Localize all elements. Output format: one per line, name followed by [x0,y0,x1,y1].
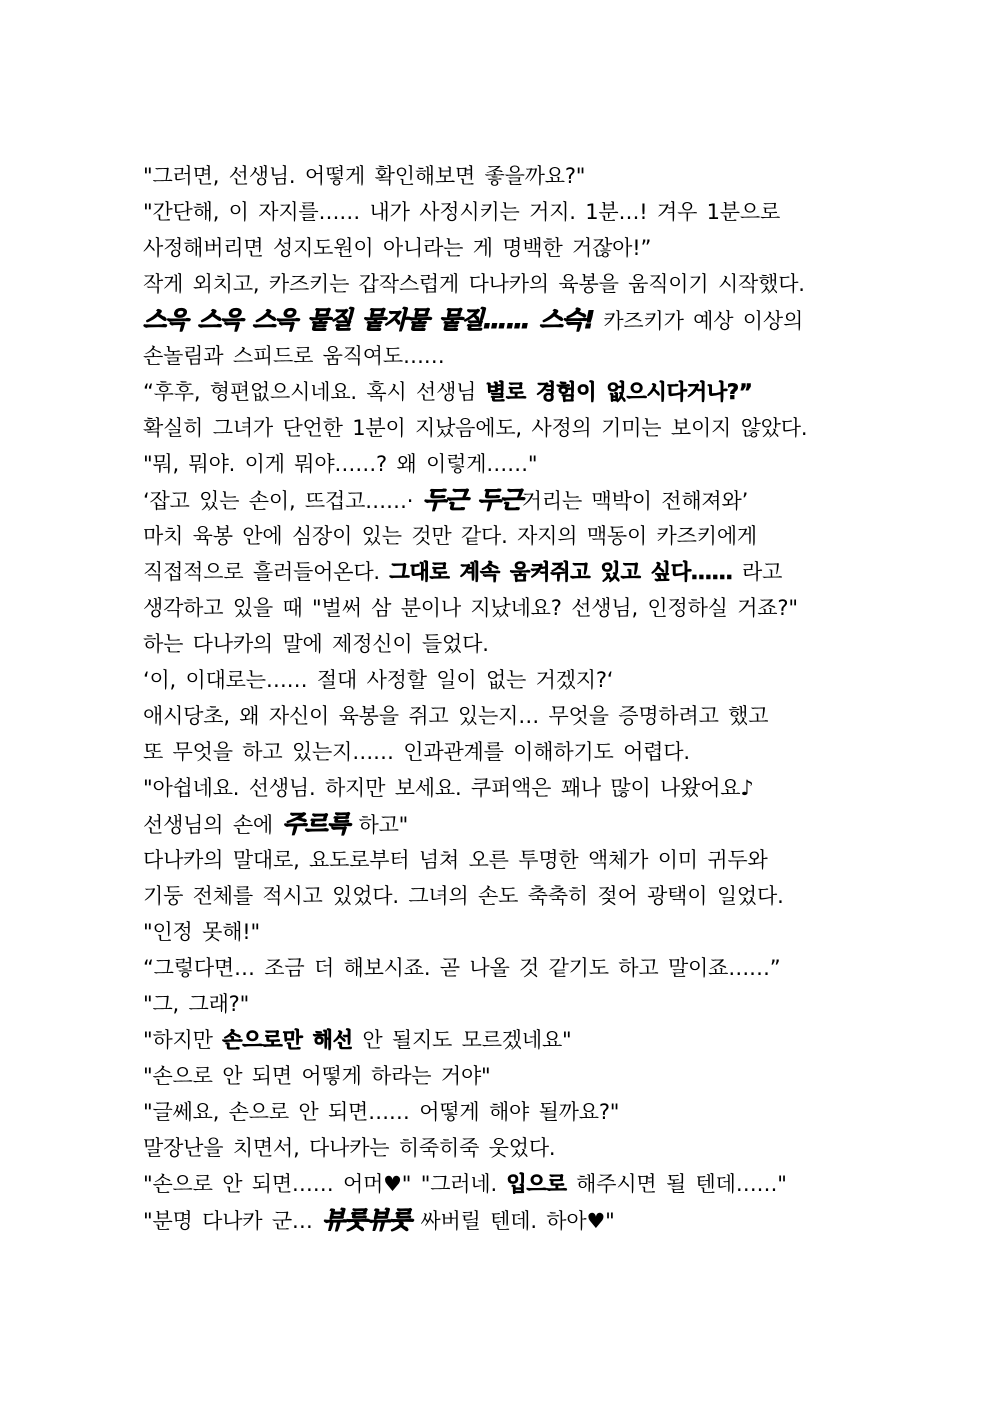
text-line [143,1022,863,1058]
text-segment: 하고" [349,813,409,837]
text-segment: "간단해, 이 자지를…… 내가 사정시키는 거지. 1분…! 겨우 1분으로 [143,200,781,224]
text-segment: ‘이, 이대로는…… 절대 사정할 일이 없는 거겠지?‘ [143,668,614,692]
text-line [143,158,863,194]
text-line [143,482,863,518]
text-segment: 생각하고 있을 때 "벌써 삼 분이나 지났네요? 선생님, 인정하실 거죠?" [143,596,798,620]
text-line [143,878,863,914]
text-line [143,950,863,986]
bold-text-segment: 별로 경험이 없으시다거나?” [485,380,753,404]
text-line [143,842,863,878]
text-line [143,698,863,734]
text-line [143,770,863,806]
text-segment: 하는 다나카의 말에 제정신이 들었다. [143,632,489,656]
text-segment: 사정해버리면 성지도원이 아니라는 게 명백한 거잖아!” [143,236,652,260]
text-line [143,1202,863,1238]
text-line [143,1094,863,1130]
text-line [143,806,863,842]
text-segment: 손놀림과 스피드로 움직여도…… [143,344,445,368]
text-line [143,590,863,626]
text-segment: "글쎄요, 손으로 안 되면…… 어떻게 해야 될까요?" [143,1100,620,1124]
text-line [143,230,863,266]
brush-sound-effect: 뷰릇뷰릇 [322,1206,411,1234]
text-segment: "손으로 안 되면…… 어머♥" "그러네. [143,1172,507,1196]
text-line [143,1058,863,1094]
brush-sound-effect: 두근 두근 [422,486,522,514]
text-line [143,338,863,374]
text-segment: “후후, 형편없으시네요. 혹시 선생님 [143,380,486,404]
text-segment: "인정 못해!" [143,920,260,944]
text-segment: 마치 육봉 안에 심장이 있는 것만 같다. 자지의 맥동이 카즈키에게 [143,524,757,548]
text-line [143,626,863,662]
text-segment: "하지만 [143,1028,223,1052]
text-segment: 라고 [732,560,783,584]
text-segment: 말장난을 치면서, 다나카는 히죽히죽 웃었다. [143,1136,556,1160]
text-segment: 다나카의 말대로, 요도로부터 넘쳐 오른 투명한 액체가 이미 귀두와 [143,848,768,872]
text-segment: 기둥 전체를 적시고 있었다. 그녀의 손도 축축히 젖어 광택이 일었다. [143,884,784,908]
document-page [143,158,863,1238]
text-segment: "손으로 안 되면 어떻게 하라는 거야" [143,1064,491,1088]
text-line [143,734,863,770]
text-segment: 거리는 맥박이 전해져와’ [521,489,749,513]
text-segment: 애시당초, 왜 자신이 육봉을 쥐고 있는지… 무엇을 증명하려고 했고 [143,704,769,728]
text-line [143,266,863,302]
text-segment: 선생님의 손에 [143,813,283,837]
text-line [143,374,863,410]
brush-sound-effect: 스윽 스윽 스윽 뭍질 뭍자뭍 뭍질…… 스슥! [143,306,594,334]
text-line [143,1166,863,1202]
text-segment: 안 될지도 모르겠네요" [352,1028,572,1052]
text-segment: 싸버릴 텐데. 하아♥" [410,1209,615,1233]
text-line [143,1130,863,1166]
text-segment: 직접적으로 흘러들어온다. [143,560,390,584]
text-segment: 또 무엇을 하고 있는지…… 인과관계를 이해하기도 어렵다. [143,740,690,764]
text-segment: 카즈키가 예상 이상의 [593,309,804,333]
bold-text-segment: 입으로 [506,1172,567,1196]
bold-text-segment: 손으로만 해선 [222,1028,353,1052]
text-segment: 확실히 그녀가 단언한 1분이 지났음에도, 사정의 기미는 보이지 않았다. [143,416,808,440]
text-line [143,518,863,554]
text-segment: "분명 다나카 군… [143,1209,323,1233]
text-segment: "뭐, 뭐야. 이게 뭐야……? 왜 이렇게……" [143,452,538,476]
text-segment: "그러면, 선생님. 어떻게 확인해보면 좋을까요?" [143,164,586,188]
text-segment: 작게 외치고, 카즈키는 갑작스럽게 다나카의 육봉을 움직이기 시작했다. [143,272,805,296]
text-line [143,410,863,446]
text-line [143,194,863,230]
bold-text-segment: 그대로 계속 움켜쥐고 있고 싶다…… [389,560,733,584]
text-segment: "아쉽네요. 선생님. 하지만 보세요. 쿠퍼액은 꽤나 많이 나왔어요♪ [143,776,754,800]
text-line [143,554,863,590]
text-line [143,662,863,698]
text-line [143,446,863,482]
text-segment: “그렇다면… 조금 더 해보시죠. 곧 나올 것 같기도 하고 말이죠……” [143,956,781,980]
text-line [143,986,863,1022]
text-segment: 해주시면 될 텐데……" [566,1172,787,1196]
text-segment: ‘잡고 있는 손이, 뜨겁고……· [143,489,423,513]
text-line [143,914,863,950]
brush-sound-effect: 주르륵 [282,810,350,838]
text-segment: "그, 그래?" [143,992,250,1016]
text-line [143,302,863,338]
